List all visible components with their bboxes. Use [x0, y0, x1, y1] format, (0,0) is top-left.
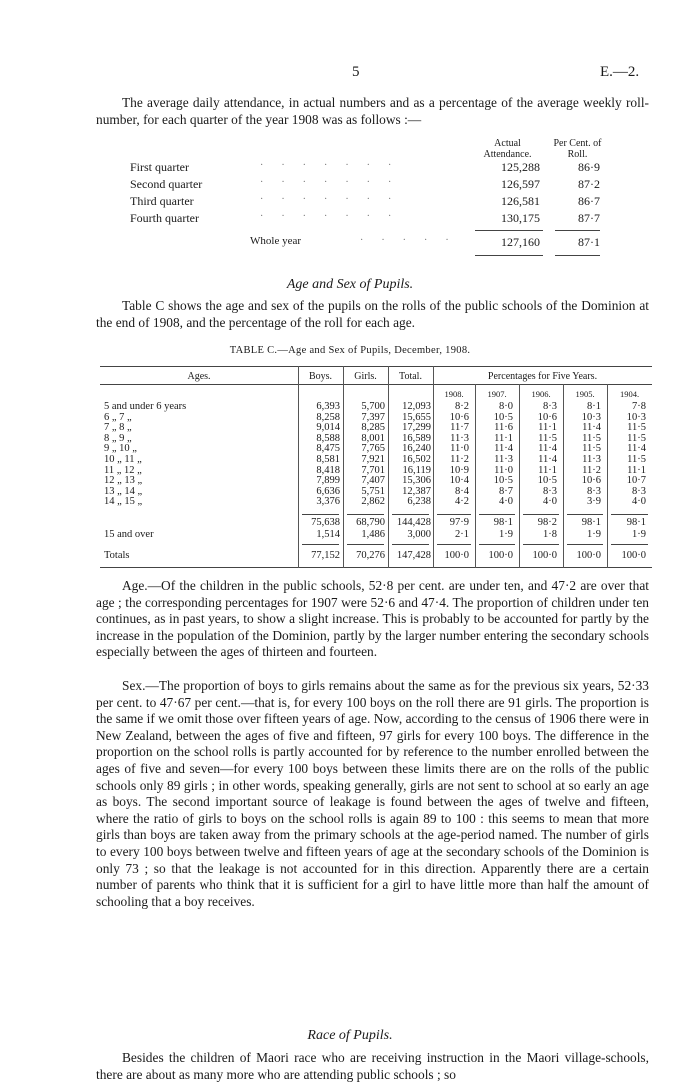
total-count: 12,093	[402, 401, 431, 412]
percentage-value: 11·4	[627, 443, 646, 455]
page-number: 5	[352, 64, 360, 80]
boys-count: 8,581	[316, 454, 340, 465]
sum-rule	[392, 514, 429, 515]
race-paragraph: Besides the children of Maori race who are receiving instruction in the Maori village-schools, there are about as many more who are attending public schools ; so	[96, 1050, 649, 1082]
percentage-value: 10·5	[493, 411, 513, 423]
percentage-value: 10·5	[537, 475, 557, 487]
boys-count: 9,014	[316, 422, 340, 434]
percentage-value: 4·2	[455, 496, 469, 508]
percentage-value: 8·1	[587, 401, 601, 412]
percentage-value: 11·1	[627, 464, 646, 476]
quarter-row: Third quarter ······· 126,581 86·7	[130, 194, 600, 208]
girls-count: 7,765	[361, 443, 385, 455]
percentage-value: 8·2	[455, 401, 469, 412]
age-label: 10 „ 11 „	[104, 454, 142, 465]
sum-rule	[479, 514, 515, 515]
percentage-value: 8·0	[499, 401, 513, 412]
percentage-value: 97·9	[449, 517, 469, 528]
boys-count: 8,588	[316, 432, 340, 444]
boys-count: 1,514	[316, 529, 340, 540]
sum-rule	[475, 230, 543, 231]
percentage-value: 11·5	[627, 422, 646, 434]
total-count: 6,238	[407, 496, 431, 508]
header-girls: Girls.	[354, 371, 377, 382]
boys-count: 8,258	[316, 411, 340, 423]
total-count: 147,428	[396, 550, 431, 561]
girls-count: 7,407	[361, 475, 385, 487]
percentage-value: 10·3	[626, 411, 646, 423]
boys-count: 8,475	[316, 443, 340, 455]
girls-count: 2,862	[361, 496, 385, 508]
girls-count: 1,486	[361, 529, 385, 540]
percentage-value: 11·1	[494, 432, 513, 444]
boys-count: 8,418	[316, 464, 340, 476]
row-label: First quarter	[130, 160, 189, 174]
percentage-value: 100·0	[621, 550, 646, 561]
percentage-value: 7·8	[632, 401, 646, 412]
age-label: 12 „ 13 „	[104, 475, 143, 487]
sum-rule	[567, 544, 603, 545]
sum-rule	[555, 255, 600, 256]
table-c	[100, 366, 652, 568]
boys-count: 3,376	[316, 496, 340, 508]
total-count: 15,306	[402, 475, 431, 487]
percentage-value: 1·8	[543, 529, 557, 540]
sum-rule	[611, 544, 648, 545]
header-ages: Ages.	[187, 371, 211, 382]
age-sex-heading: Age and Sex of Pupils.	[286, 277, 414, 292]
sex-paragraph: Sex.—The proportion of boys to girls remains about the same as for the previous six years, 52·33 per cent. to 47·67 per cent.—that is, for every 100 boys on the roll there are 91 girls. The proportion is the same if we omit those over fifteen years of age. Now, according to the census of 1906 there were in New Zealand, between the ages of five and fifteen, 97 girls for every 100 boys. The difference in the proportion on the school rolls is partly accounted for by reference to the number enrolled between the ages of five and seven—for every 100 boys between these limits there are on the rolls of the public schools only 89 girls ; in other words, speaking generally, girls are not sent to school at so early an age as boys. The second important source of leakage is found between the ages of twelve and fifteen, where the ratio of girls to boys on the school rolls is again 89 to 100 : this seems to mean that more girls than boys are taken away from the primary schools at the age-period named. The number of girls to every 100 boys between twelve and fifteen years of age at the secondary schools of the Dominion is only 73 ; so that the leakage is not accounted for in this direction. Apparently there are a certain number of parents who think that it is sufficient for a girl to have little more than half the amount of schooling that a boy receives.	[96, 678, 649, 909]
table-c-title: TABLE C.—Age and Sex of Pupils, December, 1908.	[229, 345, 471, 356]
percentage-value: 11·5	[582, 443, 601, 455]
percentage-value: 10·9	[449, 464, 469, 476]
percentage-value: 11·7	[450, 422, 469, 434]
percentage-value: 11·5	[627, 454, 646, 465]
girls-count: 5,751	[361, 485, 385, 497]
percent-of-roll: 86·9	[578, 160, 600, 174]
document-code: E.—2.	[600, 64, 640, 80]
sum-rule	[347, 544, 384, 545]
age-label: 9 „ 10 „	[104, 443, 137, 455]
percentage-value: 11·4	[538, 443, 557, 455]
year-header: 1908.	[444, 389, 464, 399]
percentage-value: 11·2	[450, 454, 469, 465]
col-percent-of-roll: Per Cent. of Roll.	[553, 138, 602, 160]
total-count: 17,299	[402, 422, 431, 434]
row-label: Fourth quarter	[130, 211, 199, 225]
percentage-value: 10·7	[626, 475, 646, 487]
percentage-value: 4·0	[499, 496, 513, 508]
age-label: 8 „ 9 „	[104, 432, 132, 444]
age-label: 15 and over	[104, 529, 154, 540]
percentage-value: 10·5	[493, 475, 513, 487]
age-label: Totals	[104, 550, 130, 561]
row-label: Second quarter	[130, 177, 203, 191]
quarter-row: First quarter ······· 125,288 86·9	[130, 160, 600, 174]
percentage-value: 100·0	[488, 550, 513, 561]
boys-count: 7,899	[316, 475, 340, 487]
sum-rule	[475, 255, 543, 256]
percentage-value: 11·3	[494, 454, 513, 465]
boys-count: 77,152	[311, 550, 340, 561]
total-count: 16,502	[402, 454, 431, 465]
girls-count: 70,276	[356, 550, 385, 561]
sum-rule	[567, 514, 603, 515]
sum-rule	[479, 544, 515, 545]
percentage-value: 10·6	[449, 411, 469, 423]
boys-count: 6,393	[316, 401, 340, 412]
age-label: 6 „ 7 „	[104, 411, 132, 423]
percentage-value: 1·9	[499, 529, 513, 540]
percentage-value: 98·1	[493, 517, 513, 528]
percentage-value: 11·5	[538, 432, 557, 444]
percentage-value: 11·4	[538, 454, 557, 465]
sum-rule	[302, 544, 339, 545]
percentage-value: 10·6	[581, 475, 601, 487]
percentage-value: 11·4	[494, 443, 513, 455]
percentage-value: 2·1	[455, 529, 469, 540]
percentage-value: 11·4	[582, 422, 601, 434]
percentage-value: 8·3	[632, 485, 646, 497]
sum-rule	[437, 514, 471, 515]
percentage-value: 8·3	[587, 485, 601, 497]
whole-percent: 87·1	[578, 235, 600, 249]
percentage-value: 8·7	[499, 485, 513, 497]
percentage-value: 11·5	[582, 432, 601, 444]
sum-rule	[392, 544, 429, 545]
percent-of-roll: 86·7	[578, 194, 600, 208]
age-label: 14 „ 15 „	[104, 496, 143, 508]
total-count: 16,119	[402, 464, 431, 476]
percentage-value: 10·6	[537, 411, 557, 423]
actual-attendance: 130,175	[501, 211, 540, 225]
percentage-value: 11·3	[450, 432, 469, 444]
row-label: Whole year	[250, 235, 301, 247]
percentage-value: 1·9	[587, 529, 601, 540]
age-label: 11 „ 12 „	[104, 464, 142, 476]
year-header: 1904.	[619, 389, 640, 399]
sum-rule	[302, 514, 339, 515]
percentage-value: 4·0	[543, 496, 557, 508]
sum-rule	[611, 514, 648, 515]
percentage-value: 3·9	[587, 496, 601, 508]
total-count: 144,428	[396, 517, 431, 528]
percentage-value: 10·3	[581, 411, 601, 423]
percentage-value: 11·5	[627, 432, 646, 444]
table-intro-paragraph: Table C shows the age and sex of the pupils on the rolls of the public schools of the Dominion at the end of 1908, and the percentage of the roll for each age.	[96, 298, 649, 330]
percentage-value: 100·0	[576, 550, 601, 561]
percentage-value: 8·3	[543, 401, 557, 412]
girls-count: 7,701	[361, 464, 385, 476]
percentage-value: 11·0	[494, 464, 513, 476]
year-header: 1906.	[531, 389, 551, 399]
race-heading: Race of Pupils.	[307, 1028, 393, 1043]
col-actual-attendance: Actual Attendance.	[483, 138, 532, 160]
percentage-value: 98·2	[537, 517, 557, 528]
intro-paragraph: The average daily attendance, in actual numbers and as a percentage of the average weekly roll-number, for each quarter of the year 1908 was as follows :—	[96, 95, 649, 127]
percentage-value: 8·4	[455, 485, 469, 497]
total-count: 15,655	[402, 411, 431, 423]
percentage-value: 11·1	[538, 422, 557, 434]
actual-attendance: 126,597	[501, 177, 540, 191]
year-header: 1907.	[487, 389, 507, 399]
quarter-row: Fourth quarter ······· 130,175 87·7	[130, 211, 600, 225]
row-label: Third quarter	[130, 194, 194, 208]
percentage-value: 100·0	[532, 550, 557, 561]
girls-count: 7,397	[361, 411, 385, 423]
sum-rule	[437, 544, 471, 545]
sum-rule	[523, 514, 559, 515]
year-header: 1905.	[575, 389, 595, 399]
total-count: 3,000	[407, 529, 431, 540]
percentage-value: 1·9	[632, 529, 646, 540]
age-label: 5 and under 6 years	[104, 401, 187, 412]
percentage-value: 100·0	[444, 550, 469, 561]
percentage-value: 11·6	[494, 422, 513, 434]
sum-rule	[523, 544, 559, 545]
percentage-value: 4·0	[632, 496, 646, 508]
actual-attendance: 125,288	[501, 160, 540, 174]
age-paragraph: Age.—Of the children in the public schools, 52·8 per cent. are under ten, and 47·2 are over that age ; the corresponding percentages for 1907 were 52·6 and 47·4. The proportion of children under ten continues, as in past years, to show a slight increase. This is probably to be accounted for partly by the increase in the population of the Dominion, partly by the larger number entering the secondary schools especially between the ages of thirteen and fourteen.	[96, 578, 649, 660]
total-count: 12,387	[402, 485, 431, 497]
total-count: 16,240	[402, 443, 431, 455]
whole-actual: 127,160	[501, 235, 540, 249]
total-count: 16,589	[402, 432, 431, 444]
percentage-value: 10·4	[449, 475, 469, 487]
percentage-value: 98·1	[626, 517, 646, 528]
girls-count: 7,921	[361, 454, 385, 465]
percentage-value: 11·2	[582, 464, 601, 476]
sum-rule	[347, 514, 384, 515]
percent-of-roll: 87·7	[578, 211, 600, 225]
percentage-value: 98·1	[581, 517, 601, 528]
header-percentages: Percentages for Five Years.	[487, 371, 598, 382]
age-label: 13 „ 14 „	[104, 485, 143, 497]
quarter-row: Second quarter ······· 126,597 87·2	[130, 177, 600, 191]
whole-year-row: Whole year ····· 127,160 87·1	[250, 235, 600, 249]
boys-count: 6,636	[316, 485, 340, 497]
actual-attendance: 126,581	[501, 194, 540, 208]
percentage-value: 11·0	[450, 443, 469, 455]
girls-count: 68,790	[356, 517, 385, 528]
girls-count: 8,001	[361, 432, 385, 444]
sum-rule	[555, 230, 600, 231]
header-boys: Boys.	[308, 371, 333, 382]
girls-count: 5,700	[361, 401, 385, 412]
boys-count: 75,638	[311, 517, 340, 528]
percentage-value: 8·3	[543, 485, 557, 497]
header-total: Total.	[399, 371, 422, 382]
percent-of-roll: 87·2	[578, 177, 600, 191]
percentage-value: 11·1	[538, 464, 557, 476]
age-label: 7 „ 8 „	[104, 422, 132, 434]
girls-count: 8,285	[361, 422, 385, 434]
percentage-value: 11·3	[582, 454, 601, 465]
